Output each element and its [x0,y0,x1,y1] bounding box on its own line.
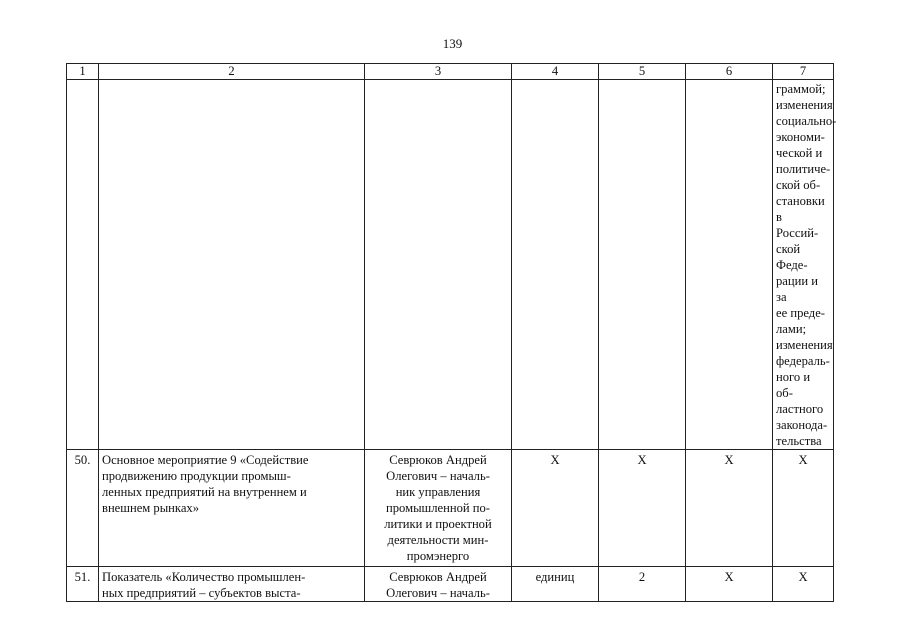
table-row-continuation [67,80,834,450]
unit-cell: единиц [512,567,599,602]
row-number: 50. [67,450,99,567]
responsible-cell: Севрюков Андрей Олегович – началь- [365,567,512,602]
responsible-cell: Севрюков Андрей Олегович – началь- ник управления промышленной по- литики и проектной деятельности мин- промэнерго [365,450,512,567]
page-number: 139 [442,36,463,51]
table-cell: X [773,567,834,602]
table-cell: 2 [599,567,686,602]
column-header: 6 [686,64,773,80]
data-table [66,63,837,602]
column-header: 7 [773,64,834,80]
risk-factors-cell: граммой; изменения социально- экономи- ческой и политиче- ской об- становки в Россий- ской Феде- рации и за ее преде- лами; изменения федераль- ного и об- ластного законода- тельства [773,80,834,450]
table-row [67,567,834,602]
table-header-row [67,64,834,80]
table-cell: X [773,450,834,567]
column-header: 2 [99,64,365,80]
table-row [67,450,834,567]
column-header: 3 [365,64,512,80]
table-cell-empty [365,80,512,450]
indicator-name-cell: Показатель «Количество промышлен- ных предприятий – субъектов выста- [99,567,365,602]
table-cell-empty [67,80,99,450]
table-cell: X [512,450,599,567]
table-cell: X [599,450,686,567]
measure-name-cell: Основное мероприятие 9 «Содействие продвижению продукции промыш- ленных предприятий на внутреннем и внешнем рынках» [99,450,365,567]
column-header: 4 [512,64,599,80]
row-number: 51. [67,567,99,602]
column-header: 5 [599,64,686,80]
column-header: 1 [67,64,99,80]
table-cell-empty [686,80,773,450]
table-cell-empty [99,80,365,450]
table-cell: X [686,567,773,602]
table-cell-empty [599,80,686,450]
table-cell-empty [512,80,599,450]
table-cell: X [686,450,773,567]
